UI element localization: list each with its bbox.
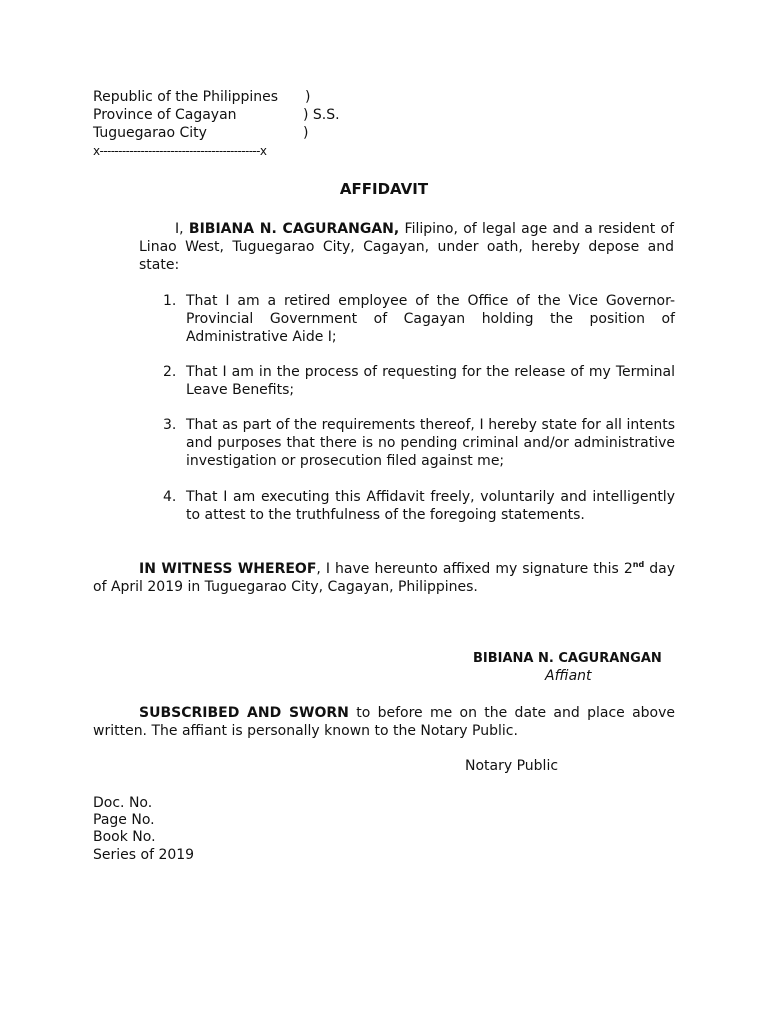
- jurat-text: to before me on the date and place above written. The affiant is personally known to the Notary Public.: [93, 705, 675, 739]
- item-text: That I am executing this Affidavit freely, voluntarily and intelligently to attest to the truthfulness of the foregoing statements.: [186, 489, 675, 523]
- item-number: 1.: [163, 293, 177, 309]
- venue-city: Tuguegarao City: [93, 125, 207, 141]
- item-number: 2.: [163, 364, 177, 380]
- notary-public-label: Notary Public: [465, 758, 559, 774]
- doc-no-label: Doc. No.: [93, 795, 153, 811]
- item-text: That I am a retired employee of the Office of the Vice Governor-Provincial Government of Cagayan holding the position of Administrative Aide I;: [186, 293, 675, 345]
- witness-text: , I have hereunto affixed my signature this 2: [316, 561, 633, 577]
- intro-text: Filipino, of legal age and a resident of Linao West, Tuguegarao City, Cagayan, under oath, hereby depose and state:: [139, 221, 674, 273]
- signatory-name: BIBIANA N. CAGURANGAN: [473, 651, 662, 666]
- document-title: AFFIDAVIT: [339, 180, 429, 198]
- signatory-role: Affiant: [545, 668, 592, 684]
- book-no-label: Book No.: [93, 829, 156, 845]
- affiant-name: BIBIANA N. CAGURANGAN,: [188, 221, 400, 237]
- witness-lead: IN WITNESS WHEREOF: [139, 561, 317, 577]
- venue-bracket-1: ): [305, 89, 311, 105]
- venue-province: Province of Cagayan: [93, 107, 237, 123]
- item-text: That as part of the requirements thereof, I hereby state for all intents and purposes that there is no pending criminal and/or administrative investigation or prosecution filed against me;: [186, 417, 675, 469]
- series-label: Series of 2019: [93, 847, 195, 863]
- witness-paragraph: [93, 560, 675, 596]
- venue-bracket-3: ): [303, 125, 309, 141]
- page-no-label: Page No.: [93, 812, 155, 828]
- jurat-paragraph: [93, 704, 675, 740]
- intro-prefix: I,: [175, 221, 184, 237]
- intro-paragraph: [139, 220, 674, 274]
- venue-separator: x-------------------------------------------x: [93, 144, 267, 158]
- item-text: That I am in the process of requesting for the release of my Terminal Leave Benefits;: [186, 364, 675, 398]
- venue-country: Republic of the Philippines: [93, 89, 279, 105]
- item-number: 3.: [163, 417, 177, 433]
- date-superscript: nd: [632, 560, 645, 569]
- venue-bracket-ss: ) S.S.: [303, 107, 340, 123]
- jurat-lead: SUBSCRIBED AND SWORN: [139, 705, 349, 721]
- item-number: 4.: [163, 489, 177, 505]
- witness-text-end: day of April 2019 in Tuguegarao City, Cagayan, Philippines.: [93, 561, 676, 595]
